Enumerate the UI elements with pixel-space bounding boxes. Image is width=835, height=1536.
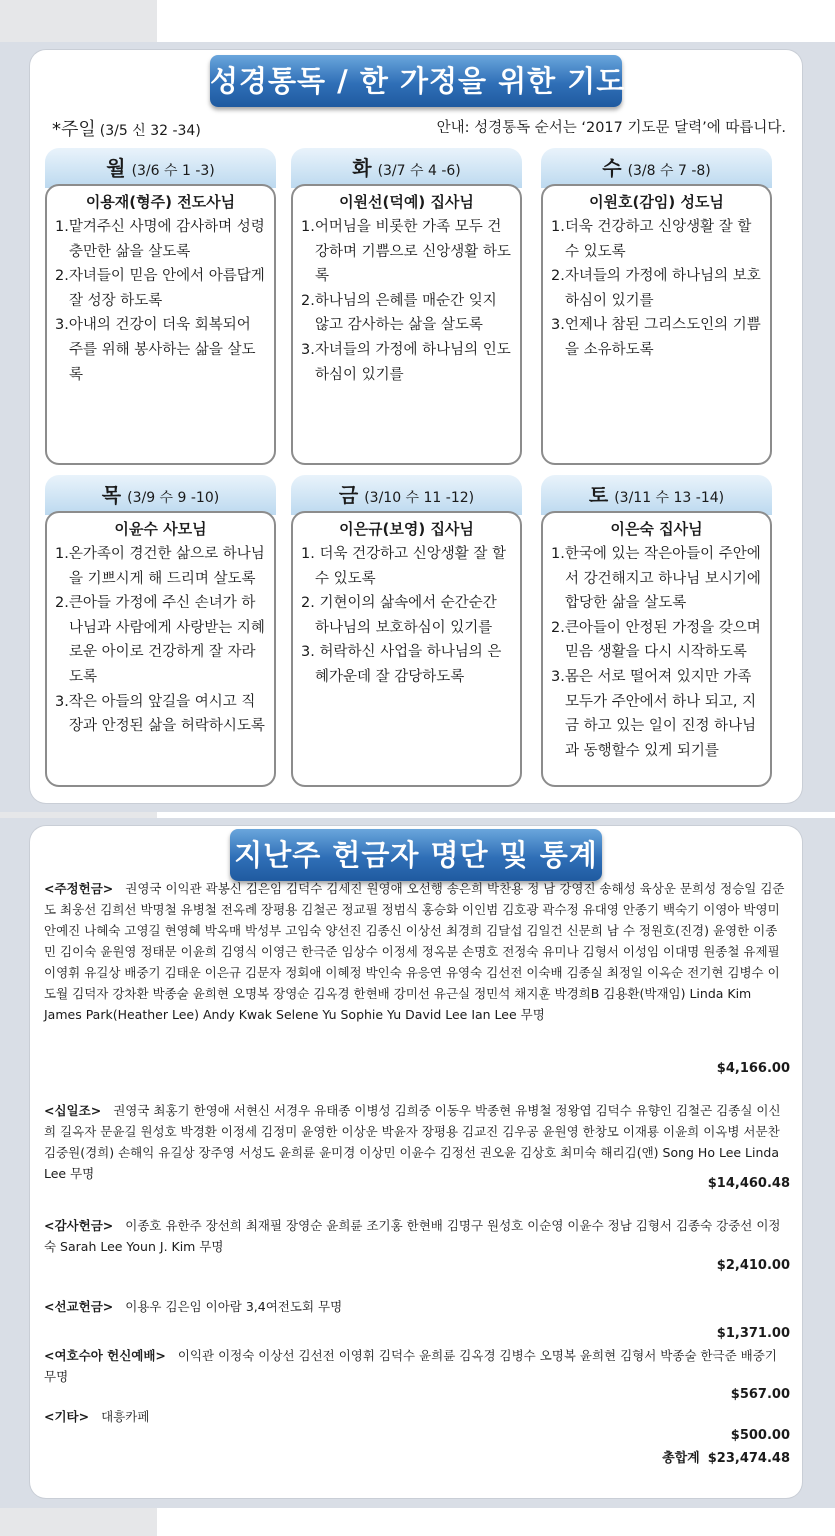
offering-label: <기타> — [44, 1409, 90, 1424]
offering-section-tithe — [44, 1100, 788, 1184]
prayer-list — [293, 542, 520, 690]
prayer-person: 이은규(보영) 집사님 — [339, 520, 474, 538]
offering-names: 이익관 이정숙 이상선 김선전 이영휘 김덕수 윤희륜 김옥경 김병수 오명복 윤희현 김형서 박종술 한극준 배중기 무명 — [44, 1348, 777, 1384]
offering-names: 권영국 이익관 곽봉신 김은임 김덕수 김세진 원영애 오선행 송은희 박찬용 정 남 강영진 송해성 육상운 문희성 정승일 김준도 최웅선 김희선 박명철 유병철 전옥례 장평용 김철곤 정교필 정범식 홍승화 이인범 김호광 곽수정 유대영 안종기 백숙기 이영아 박영미 안예진 나혜숙 고영길 현영혜 박옥매 박성부 고임숙 양선진 김종신 이상선 최경희 김달섭 김일건 신문희 남 수 정원호(진경) 윤영한 이종민 김이숙 윤원영 정태문 이윤희 김영식 이영근 한극준 임상수 이정세 정옥분 손명호 전정숙 유미나 김형서 이성임 이대명 원종철 유제필 이영휘 유길상 배중기 김태운 이은규 김문자 정회애 이혜정 박인숙 유응연 유영숙 김선전 이숙배 김종실 최정일 이옥순 전기현 김병수 이도월 김덕자 강차환 박종술 윤희현 오명복 장영순 김옥경 한현배 강미선 유근실 정민석 채지훈 박경희B 김용환(박재임) Linda Kim James Park(Heather Lee) Andy Kwak Selene Yu Sophie Yu David Lee Ian Lee 무명 — [44, 881, 785, 1022]
prayer-item: 3.아내의 건강이 더욱 회복되어 주를 위해 봉사하는 삶을 살도록 — [55, 317, 256, 383]
prayer-panel — [30, 50, 802, 803]
offering-label: <십일조> — [44, 1103, 102, 1118]
prayer-item: 3.작은 아들의 앞길을 여시고 직장과 안정된 삶을 허락하시도록 — [55, 693, 265, 735]
prayer-box — [291, 511, 522, 787]
prayer-list — [47, 542, 274, 739]
total-amount: $23,474.48 — [707, 1451, 790, 1466]
prayer-box — [45, 511, 276, 787]
offering-amount-thanks: $2,410.00 — [716, 1258, 790, 1273]
offering-label: <여호수아 헌신예배> — [44, 1348, 166, 1363]
prayer-box — [291, 184, 522, 465]
prayer-item: 2. 기현이의 삶속에서 순간순간 하나님의 보호하심이 있기를 — [301, 595, 497, 636]
prayer-box — [541, 511, 772, 787]
prayer-box — [541, 184, 772, 465]
offering-label: <감사헌금> — [44, 1218, 114, 1233]
sunday-reference: (3/5 신 32 -34) — [99, 123, 201, 139]
prayer-item: 2.하나님의 은혜를 매순간 잊지 않고 감사하는 삶을 살도록 — [301, 292, 497, 334]
prayer-list — [293, 215, 520, 387]
offering-section-mission — [44, 1296, 788, 1317]
day-name: 화 — [352, 156, 372, 180]
offering-total — [662, 1447, 790, 1466]
offering-section-weekly — [44, 878, 788, 1025]
prayer-list — [543, 215, 770, 363]
prayer-title-banner: 성경통독 / 한 가정을 위한 기도 — [210, 55, 622, 107]
day-header — [291, 148, 522, 188]
day-header — [45, 148, 276, 188]
day-reference: (3/11 수 13 -14) — [614, 490, 725, 506]
day-reference: (3/9 수 9 -10) — [127, 490, 220, 506]
offering-section-other — [44, 1406, 788, 1427]
prayer-item: 1.맡겨주신 사명에 감사하며 성령 충만한 삶을 살도록 — [55, 219, 265, 260]
offering-names: 대흥카페 — [101, 1409, 150, 1424]
prayer-item: 3. 허락하신 사업을 하나님의 은혜가운데 잘 감당하도록 — [301, 644, 502, 685]
offering-section-joshua — [44, 1345, 788, 1387]
day-name: 월 — [106, 156, 126, 180]
day-header — [45, 475, 276, 515]
offering-label: <주정헌금> — [44, 881, 114, 896]
day-name: 수 — [602, 156, 622, 180]
offering-amount-joshua: $567.00 — [730, 1387, 790, 1402]
offering-names: 이종호 유한주 장선희 최재필 장영순 윤희륜 조기홍 한현배 김명구 원성호 이순영 이윤수 정남 김형서 김종숙 강중선 이정숙 Sarah Lee Youn J. Kim 무명 — [44, 1218, 781, 1254]
prayer-item: 3.언제나 참된 그리스도인의 기쁨을 소유하도록 — [551, 317, 761, 358]
day-reference: (3/7 수 4 -6) — [377, 163, 461, 179]
offering-section-thanks — [44, 1215, 788, 1257]
prayer-item: 1.어머님을 비롯한 가족 모두 건강하며 기쁨으로 신앙생활 하도록 — [301, 219, 511, 285]
day-header — [541, 475, 772, 515]
day-name: 금 — [338, 483, 359, 507]
offering-label: <선교헌금> — [44, 1299, 114, 1314]
prayer-person: 이용재(형주) 전도사님 — [85, 193, 236, 211]
reading-notice: 안내: 성경통독 순서는 ‘2017 기도문 달력’에 따릅니다. — [436, 120, 786, 136]
prayer-item: 3.자녀들의 가정에 하나님의 인도하심이 있기를 — [301, 341, 511, 383]
day-reference: (3/6 수 1 -3) — [131, 163, 215, 179]
sunday-reading — [52, 115, 201, 141]
offering-amount-other: $500.00 — [730, 1428, 790, 1443]
day-reference: (3/10 수 11 -12) — [364, 490, 475, 506]
total-label: 총합계 — [662, 1451, 700, 1466]
offering-title-banner: 지난주 헌금자 명단 및 통계 — [230, 829, 602, 881]
prayer-item: 1.한국에 있는 작은아들이 주안에서 강건해지고 하나님 보시기에 합당한 삶을 살도록 — [551, 546, 761, 612]
prayer-item: 2.자녀들이 믿음 안에서 아름답게 잘 성장 하도록 — [55, 268, 265, 309]
day-reference: (3/8 수 7 -8) — [627, 163, 711, 179]
prayer-person: 이윤수 사모님 — [114, 520, 207, 538]
offering-amount-tithe: $14,460.48 — [707, 1176, 790, 1191]
offering-names: 이용우 김은임 이아람 3,4여전도회 무명 — [125, 1299, 343, 1314]
prayer-person: 이원호(감임) 성도님 — [589, 193, 724, 211]
day-header — [291, 475, 522, 515]
offering-names: 권영국 최홍기 한영애 서현신 서경우 유태종 이병성 김희중 이동우 박종현 유병철 정왕엽 김덕수 유향인 김철곤 김종실 이신희 길옥자 문윤길 원성호 박경환 이정세 김정미 윤영한 이상운 박윤자 장평용 김교진 김우공 윤원영 한창모 이재룡 이윤희 이옥병 서문찬 김중원(경희) 손해익 유길상 장주영 서성도 윤희륜 윤미경 이상민 이윤수 김정선 권오윤 김상호 최미숙 해리김(앤) Song Ho Lee Linda Lee 무명 — [44, 1103, 781, 1181]
prayer-list — [543, 542, 770, 763]
prayer-item: 1.온가족이 경건한 삶으로 하나님을 기쁘시게 해 드리며 살도록 — [55, 546, 265, 587]
sunday-label: *주일 — [52, 119, 96, 140]
prayer-list — [47, 215, 274, 387]
prayer-item: 1.더욱 건강하고 신앙생활 잘 할 수 있도록 — [551, 219, 752, 260]
day-header — [541, 148, 772, 188]
prayer-person: 이은숙 집사님 — [610, 520, 703, 538]
prayer-item: 2.큰아들이 안정된 가정을 갖으며 믿음 생활을 다시 시작하도록 — [551, 619, 761, 661]
prayer-item: 2.자녀들의 가정에 하나님의 보호하심이 있기를 — [551, 268, 761, 309]
day-name: 목 — [101, 483, 122, 507]
prayer-item: 1. 더욱 건강하고 신앙생활 잘 할 수 있도록 — [301, 546, 506, 587]
prayer-item: 3.몸은 서로 떨어져 있지만 가족모두가 주안에서 하나 되고, 지금 하고 있는 일이 진정 하나님과 동행할수 있게 되기를 — [551, 668, 757, 759]
offering-amount-weekly: $4,166.00 — [716, 1061, 790, 1076]
offering-panel — [30, 826, 802, 1498]
offering-amount-mission: $1,371.00 — [716, 1326, 790, 1341]
prayer-box — [45, 184, 276, 465]
day-name: 토 — [588, 483, 609, 507]
prayer-person: 이원선(덕예) 집사님 — [339, 193, 474, 211]
prayer-item: 2.큰아들 가정에 주신 손녀가 하나님과 사람에게 사랑받는 지혜로운 아이로 건강하게 잘 자라도록 — [55, 595, 265, 685]
